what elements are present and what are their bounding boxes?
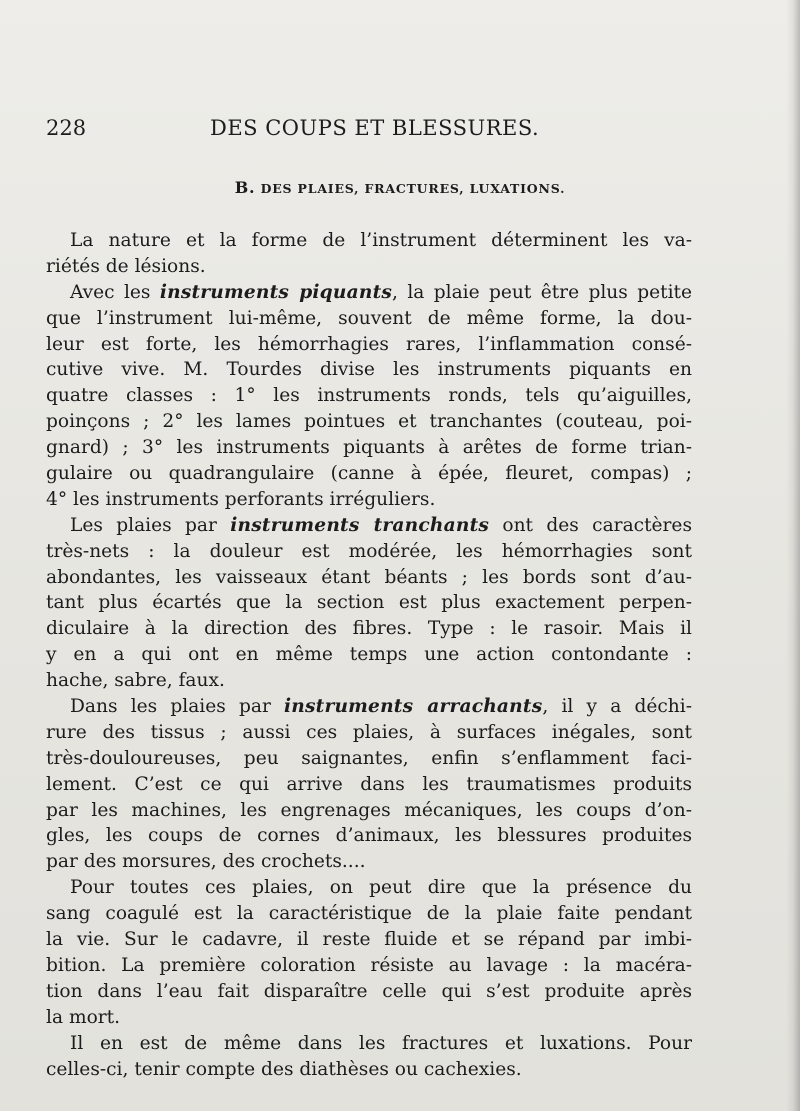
text-line: [46, 409, 692, 435]
text-line: [46, 720, 692, 746]
text-segment: riétés de lésions.: [46, 255, 206, 277]
text-segment: gnard) ; 3° les instruments piquants à arêtes de forme trian-: [46, 437, 692, 459]
emphasized-term: instruments piquants: [159, 281, 393, 303]
text-segment: tion dans l’eau fait disparaître celle qui s’est produite après: [46, 980, 692, 1002]
text-line: [46, 927, 692, 953]
text-line: [46, 668, 692, 694]
text-segment: très-nets : la douleur est modérée, les hémorrhagies sont: [46, 540, 692, 562]
text-line: [46, 461, 692, 487]
emphasized-term: instruments arrachants: [284, 696, 543, 718]
text-segment: leur est forte, les hémorrhagies rares, l’inflammation consé-: [46, 333, 692, 355]
text-line: [46, 1031, 692, 1057]
text-segment: tant plus écartés que la section est plus exactement perpen-: [46, 592, 692, 614]
text-line: [46, 513, 692, 539]
text-segment: Il en est de même dans les fractures et luxations. Pour: [70, 1032, 692, 1054]
section-title: DES PLAIES, FRACTURES, LUXATIONS.: [260, 181, 566, 196]
text-line: [46, 539, 692, 565]
text-line: [46, 565, 692, 591]
text-line: [46, 306, 692, 332]
text-line: [46, 590, 692, 616]
text-line: [46, 357, 692, 383]
text-line: [46, 798, 692, 824]
text-line: [46, 849, 692, 875]
text-line: [46, 823, 692, 849]
text-segment: Dans les plaies par: [70, 696, 285, 718]
text-line: [46, 642, 692, 668]
text-segment: , il y a déchi-: [542, 696, 692, 718]
text-segment: 4° les instruments perforants irréguliers.: [46, 488, 436, 510]
text-line: [46, 280, 692, 306]
body-text: [46, 228, 692, 1082]
text-line: [46, 746, 692, 772]
text-segment: ont des caractères: [489, 514, 692, 536]
text-segment: hache, sabre, faux.: [46, 670, 225, 692]
text-segment: rure des tissus ; aussi ces plaies, à surfaces inégales, sont: [46, 721, 692, 743]
emphasized-term: instruments tranchants: [230, 514, 490, 536]
text-segment: Avec les: [70, 281, 160, 303]
text-line: [46, 901, 692, 927]
text-segment: gulaire ou quadrangulaire (canne à épée, fleuret, compas) ;: [46, 463, 692, 485]
text-line: [46, 694, 692, 720]
text-line: [46, 953, 692, 979]
text-segment: gles, les coups de cornes d’animaux, les blessures produites: [46, 825, 692, 847]
text-line: [46, 772, 692, 798]
text-segment: abondantes, les vaisseaux étant béants ; les bords sont d’au-: [46, 566, 692, 588]
text-line: [46, 1057, 692, 1083]
text-segment: , la plaie peut être plus petite: [392, 281, 692, 303]
text-segment: très-douloureuses, peu saignantes, enfin s’enflamment faci-: [46, 747, 692, 769]
text-segment: La nature et la forme de l’instrument déterminent les va-: [70, 230, 692, 251]
text-segment: bition. La première coloration résiste au lavage : la macéra-: [46, 954, 692, 976]
text-line: [46, 616, 692, 642]
text-segment: sang coagulé est la caractéristique de la plaie faite pendant: [46, 903, 692, 925]
text-segment: poinçons ; 2° les lames pointues et tranchantes (couteau, poi-: [46, 411, 692, 433]
text-segment: la vie. Sur le cadavre, il reste fluide et se répand par imbi-: [46, 929, 692, 951]
text-segment: celles-ci, tenir compte des diathèses ou cachexies.: [46, 1058, 522, 1080]
text-line: [46, 875, 692, 901]
text-segment: y en a qui ont en même temps une action contondante :: [46, 644, 692, 666]
text-segment: par des morsures, des crochets....: [46, 851, 366, 873]
text-line: [46, 487, 692, 513]
text-segment: que l’instrument lui-même, souvent de même forme, la dou-: [46, 307, 692, 329]
section-letter: B.: [234, 178, 256, 197]
text-segment: la mort.: [46, 1006, 121, 1028]
page-edge-shadow: [786, 0, 800, 1111]
text-segment: diculaire à la direction des fibres. Type : le rasoir. Mais il: [46, 618, 692, 640]
text-line: [46, 254, 692, 280]
text-segment: Pour toutes ces plaies, on peut dire que la présence du: [70, 877, 692, 899]
text-segment: par les machines, les engrenages mécaniques, les coups d’on-: [46, 799, 692, 821]
text-line: [46, 979, 692, 1005]
section-heading: [0, 178, 800, 199]
text-line: [46, 383, 692, 409]
text-line: [46, 1005, 692, 1031]
page-number: 228: [46, 116, 87, 140]
text-segment: cutive vive. M. Tourdes divise les instruments piquants en: [46, 359, 692, 381]
text-segment: Les plaies par: [70, 514, 231, 536]
page-header: [46, 112, 706, 144]
text-segment: lement. C’est ce qui arrive dans les traumatismes produits: [46, 773, 692, 795]
text-line: [46, 332, 692, 358]
text-line: [46, 228, 692, 254]
text-line: [46, 435, 692, 461]
running-title: DES COUPS ET BLESSURES.: [210, 116, 540, 140]
text-segment: quatre classes : 1° les instruments ronds, tels qu’aiguilles,: [46, 385, 692, 407]
